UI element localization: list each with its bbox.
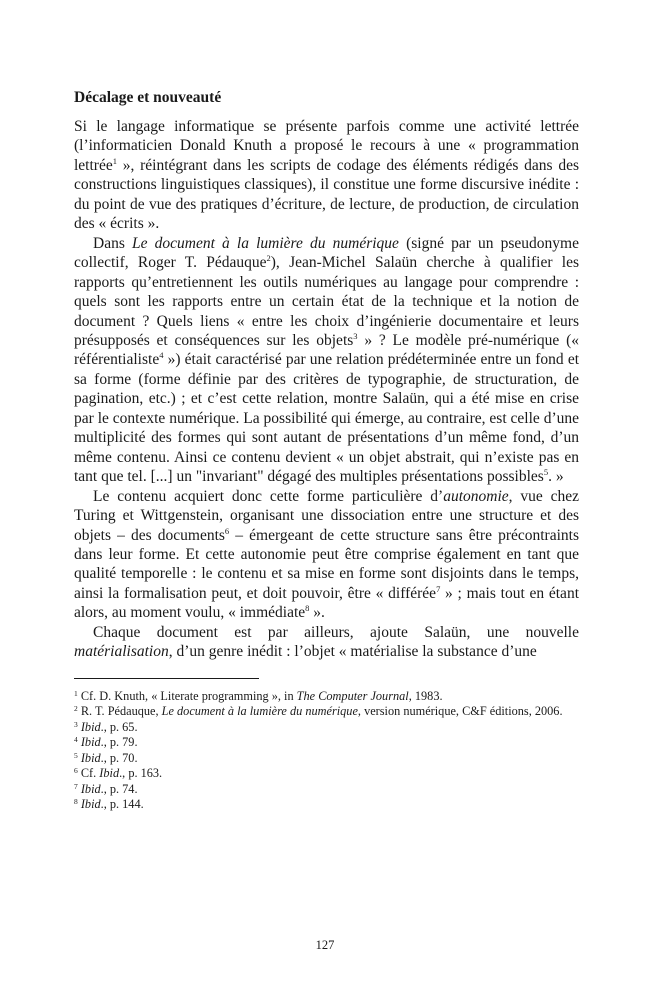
para3-text-c: – émergeant de cette structure sans être précontraints dans leur forme. Et cette autonomie peut être comprise également en tant que qualité temporelle : le contenu et sa mise en forme sont disjoints dans le temps, ainsi la formalisation peut, et doit pouvoir, être « différée <box>74 526 579 602</box>
footnote <box>74 797 579 813</box>
footnote-text: Cf. D. Knuth, « Literate programming », in <box>77 688 297 703</box>
footnote <box>74 704 579 720</box>
footnote-text: , version numérique, C&F éditions, 2006. <box>357 704 563 719</box>
footnote-number: 1 <box>74 688 78 698</box>
para3-text-d: » ; mais tout en étant alors, au moment voulu, « immédiate <box>74 584 579 622</box>
footnote-ref-4[interactable]: 4 <box>159 350 164 361</box>
footnote-ref-3[interactable]: 3 <box>353 330 358 341</box>
footnote-italic: Ibid <box>80 735 101 750</box>
paragraph-3 <box>74 487 579 623</box>
para4-text-b: , d’un genre inédit : l’objet « matérialise la substance d’une <box>168 643 537 661</box>
footnote-text: ., p. 79. <box>100 735 138 750</box>
footnote-italic: Ibid <box>80 797 101 812</box>
footnote-text: ., p. 74. <box>100 781 138 796</box>
footnote <box>74 689 579 705</box>
para3-italic-term: autonomie <box>443 487 509 505</box>
footnote <box>74 766 579 782</box>
para2-text-c: ), Jean-Michel Salaün cherche à qualifier les rapports qu’entretiennent les outils numériques au langage pour comprendre : quels sont les rapports entre un certain état de la technique et la notion de document ? Quels liens « entre les choix d’ingénierie documentaire et leurs présupposés et conséquences sur les objets <box>74 254 579 349</box>
paragraph-4 <box>74 623 579 662</box>
para2-text-e: ») était caractérisé par une relation prédéterminée entre un fond et sa forme (forme définie par des critères de typographie, de structuration, de pagination, etc.) ; et c’est cette relation, montre Salaün, qui a été mise en crise par le contexte numérique. La possibilité qui émerge, au contraire, est celle d’une multiplicité des formes qui sont autant de présentations d’un même fond, d’un même contenu. Ainsi ce contenu devient « un objet abstrait, qui n’existe pas en tant que tel. [...] un "invariant" dégagé des multiples présentations possibles <box>74 351 579 486</box>
footnote-italic: Ibid <box>80 781 101 796</box>
footnote-text: , 1983. <box>408 688 443 703</box>
footnote-ref-6[interactable]: 6 <box>224 525 230 536</box>
para3-text-b: , vue chez Turing et Wittgenstein, organisant une dissociation entre une structure et des objets – des documents <box>74 487 579 544</box>
footnote-text: ., p. 65. <box>100 719 138 734</box>
footnote <box>74 720 579 736</box>
footnote-ref-2[interactable]: 2 <box>266 253 271 264</box>
footnote-ref-5[interactable]: 5 <box>543 467 549 478</box>
footnote-ref-7[interactable]: 7 <box>436 583 441 594</box>
footnote-number: 4 <box>74 735 78 745</box>
para4-text-a: Chaque document est par ailleurs, ajoute Salaün, une nouvelle <box>93 623 579 641</box>
footnotes <box>74 689 579 813</box>
para4-italic-term: matérialisation <box>74 643 169 661</box>
page-number: 127 <box>315 938 335 952</box>
para1-text-a: Si le langage informatique se présente parfois comme une activité lettrée (l’informaticien Donald Knuth a proposé le recours à une « programmation lettrée <box>74 118 579 174</box>
footnote-separator <box>74 678 259 679</box>
footnote-italic: Ibid <box>80 719 101 734</box>
footnote-text: R. T. Pédauque, <box>77 704 162 719</box>
footnote-italic: Ibid <box>99 766 120 781</box>
para2-book-title: Le document à la lumière du numérique <box>132 234 399 252</box>
para2-text-a: Dans <box>93 234 132 252</box>
section-heading: Décalage et nouveauté <box>74 89 222 106</box>
footnote <box>74 735 579 751</box>
footnote <box>74 782 579 798</box>
footnote-ref-8[interactable]: 8 <box>305 603 310 614</box>
footnote-text: Cf. <box>77 766 100 781</box>
footnote-text: ., p. 70. <box>100 750 138 765</box>
footnote-number: 3 <box>74 719 78 729</box>
footnote-ref-1[interactable]: 1 <box>112 155 117 166</box>
footnote-number: 5 <box>74 750 78 760</box>
para1-text-b: », réintégrant dans les scripts de codage des éléments rédigés dans des constructions linguistiques classiques), il constitue une forme discursive inédite : du point de vue des pratiques d’écriture, de lecture, de production, de circulation des « écrits ». <box>74 156 579 233</box>
footnote-text: ., p. 144. <box>100 797 144 812</box>
para2-text-f: . » <box>548 468 564 486</box>
para2-text-b: (signé par un pseudonyme collectif, Roger T. Pédauque <box>74 234 579 272</box>
page-body <box>74 88 579 813</box>
footnote-number: 7 <box>74 781 78 791</box>
footnote-italic: The Computer Journal <box>296 688 409 703</box>
footnote-number: 6 <box>74 766 78 776</box>
para3-text-e: ». <box>309 604 325 622</box>
footnote-italic: Ibid <box>80 750 101 765</box>
footnote-number: 8 <box>74 797 78 807</box>
footnote-text: ., p. 163. <box>119 766 163 781</box>
paragraph-1 <box>74 117 579 234</box>
footnote <box>74 751 579 767</box>
para2-text-d: » ? Le modèle pré-numérique (« référentialiste <box>74 331 579 369</box>
paragraph-2 <box>74 234 579 487</box>
footnote-number: 2 <box>74 704 78 714</box>
para3-text-a: Le contenu acquiert donc cette forme particulière d’ <box>93 487 444 505</box>
footnote-italic: Le document à la lumière du numérique <box>161 704 358 719</box>
